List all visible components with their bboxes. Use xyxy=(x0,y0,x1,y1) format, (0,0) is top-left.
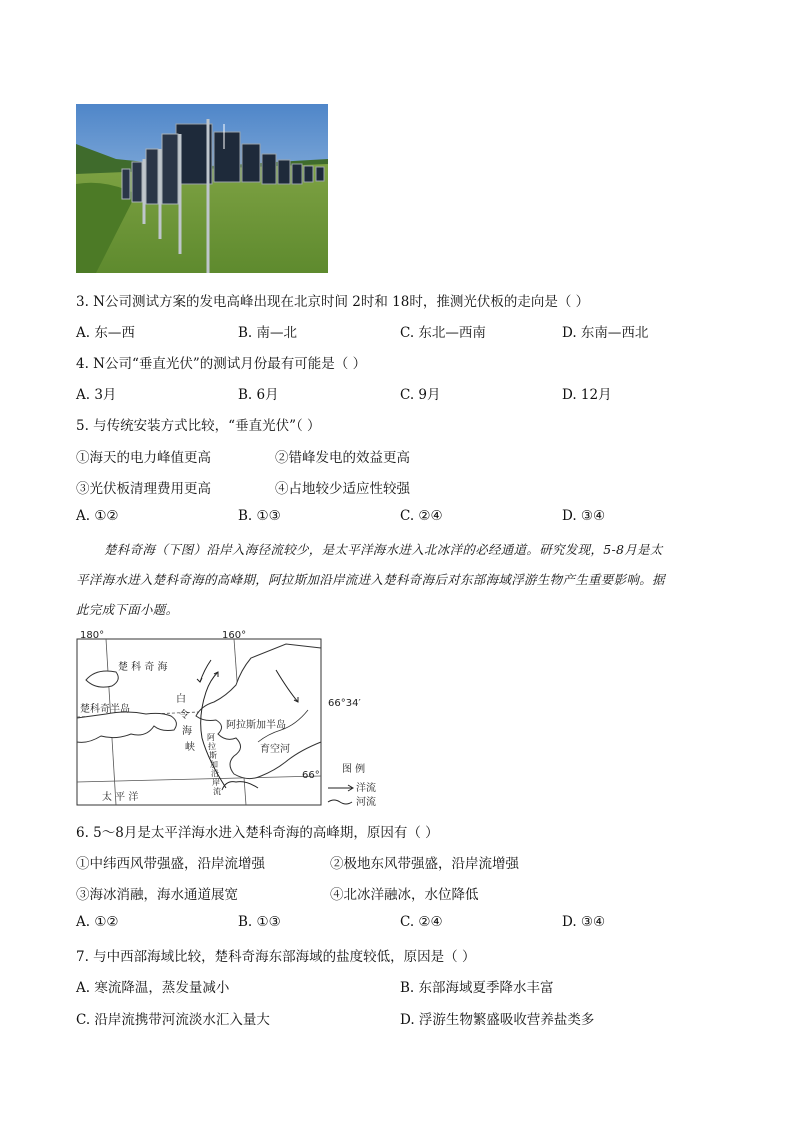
map-alaska-current-4: 加 xyxy=(210,760,218,769)
vertical-pv-photo xyxy=(76,104,328,273)
map-chukchi-peninsula: 楚科奇半岛 xyxy=(80,704,130,715)
q7-option-a: A. 寒流降温，蒸发量减小 xyxy=(76,980,230,996)
q7-option-b: B. 东部海域夏季降水丰富 xyxy=(400,980,554,996)
q7-option-d: D. 浮游生物繁盛吸收营养盐类多 xyxy=(400,1012,595,1028)
q5-option-d: D. ③④ xyxy=(562,508,606,524)
map-bering-strait-1: 白 xyxy=(176,694,186,705)
passage-line-2: 平洋海水进入楚科奇海的高峰期，阿拉斯加沿岸流进入楚科奇海后对东部海域浮游生物产生重要影响。据 xyxy=(76,572,665,587)
map-alaska-current-1: 阿 xyxy=(207,733,215,742)
map-alaska-current-7: 流 xyxy=(213,787,221,796)
map-alaska-peninsula: 阿拉斯加半岛 xyxy=(226,720,286,731)
q5-option-b: B. ①③ xyxy=(238,508,281,524)
q4-option-b: B. 6月 xyxy=(238,387,279,403)
map-lon-180: 180° xyxy=(80,630,105,641)
q5-statement-2: ②错峰发电的效益更高 xyxy=(275,450,410,466)
q4-option-a: A. 3月 xyxy=(76,387,117,403)
map-lat-66-34: 66°34′ xyxy=(328,698,361,709)
q5-option-a: A. ①② xyxy=(76,508,119,524)
q5-statement-3: ③光伏板清理费用更高 xyxy=(76,481,211,497)
q6-option-c: C. ②④ xyxy=(400,914,443,930)
q3-option-c: C. 东北—西南 xyxy=(400,325,486,341)
q7-option-c: C. 沿岸流携带河流淡水汇入量大 xyxy=(76,1012,270,1028)
q7-stem: 7. 与中西部海域比较，楚科奇海东部海域的盐度较低，原因是（ ） xyxy=(76,949,476,965)
q6-statement-4: ④北冰洋融冰，水位降低 xyxy=(330,887,479,903)
q6-option-d: D. ③④ xyxy=(562,914,606,930)
passage-line-3: 此完成下面小题。 xyxy=(76,602,179,617)
q5-statement-1: ①海天的电力峰值更高 xyxy=(76,450,211,466)
q4-stem: 4. N公司“垂直光伏”的测试月份最有可能是（ ） xyxy=(76,356,367,372)
q3-option-a: A. 东—西 xyxy=(76,325,135,341)
q6-stem: 6. 5～8月是太平洋海水进入楚科奇海的高峰期，原因有（ ） xyxy=(76,825,439,841)
map-legend-river: 河流 xyxy=(356,797,376,808)
q6-option-a: A. ①② xyxy=(76,914,119,930)
map-bering-strait-2: 令 xyxy=(179,710,189,721)
q3-option-d: D. 东南—西北 xyxy=(562,325,649,341)
q5-statement-4: ④占地较少适应性较强 xyxy=(275,481,410,497)
map-chukchi-sea: 楚 科 奇 海 xyxy=(118,662,168,673)
map-pacific: 太 平 洋 xyxy=(102,792,139,803)
map-bering-strait-4: 峡 xyxy=(185,742,195,753)
q3-stem: 3. N公司测试方案的发电高峰出现在北京时间 2时和 18时，推测光伏板的走向是（ ） xyxy=(76,294,590,310)
map-legend-title: 图 例 xyxy=(342,764,366,775)
q6-statement-2: ②极地东风带强盛，沿岸流增强 xyxy=(330,856,519,872)
q5-option-c: C. ②④ xyxy=(400,508,443,524)
map-bering-strait-3: 海 xyxy=(182,726,192,737)
q6-option-b: B. ①③ xyxy=(238,914,281,930)
map-alaska-current-2: 拉 xyxy=(208,742,216,751)
map-alaska-current-3: 斯 xyxy=(209,751,217,760)
map-lon-160: 160° xyxy=(222,630,247,641)
map-alaska-current-5: 沿 xyxy=(211,769,219,778)
q4-option-d: D. 12月 xyxy=(562,387,612,403)
q6-statement-3: ③海冰消融，海水通道展宽 xyxy=(76,887,238,903)
map-yukon-river: 育空河 xyxy=(260,744,290,755)
q6-statement-1: ①中纬西风带强盛，沿岸流增强 xyxy=(76,856,265,872)
q5-stem: 5. 与传统安装方式比较，“垂直光伏”（ ） xyxy=(76,418,321,434)
map-alaska-current-6: 岸 xyxy=(212,778,220,787)
q4-option-c: C. 9月 xyxy=(400,387,441,403)
map-lat-66: 66° xyxy=(302,770,320,781)
map-legend-ocean: 洋流 xyxy=(356,783,376,794)
q3-option-b: B. 南—北 xyxy=(238,325,298,341)
passage-line-1: 楚科奇海（下图）沿岸入海径流较少，是太平洋海水进入北冰洋的必经通道。研究发现，5-8月是太 xyxy=(104,542,663,557)
chukchi-sea-map xyxy=(76,630,386,810)
